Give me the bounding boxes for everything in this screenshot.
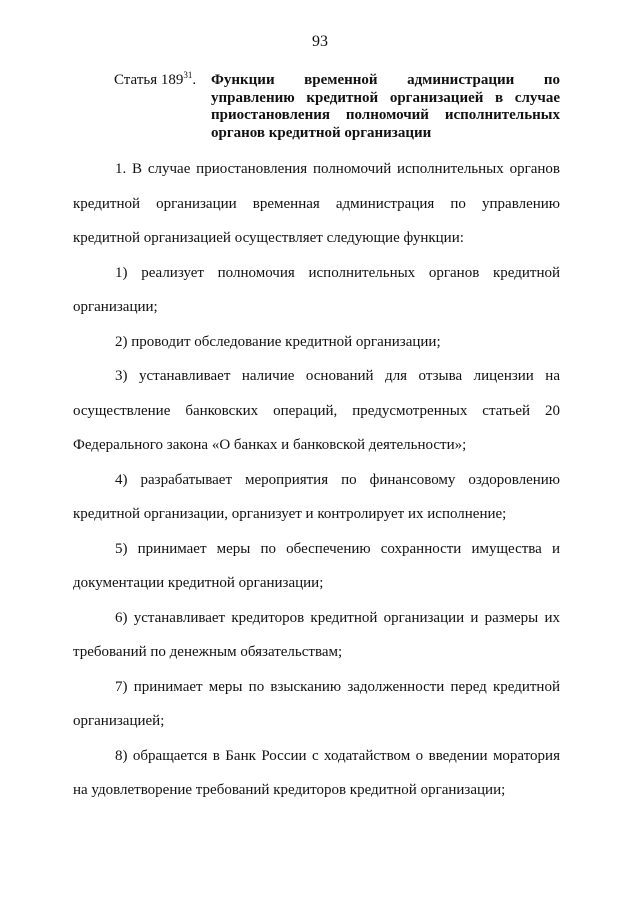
article-label-superscript: 31 xyxy=(183,70,193,80)
article-label-suffix: . xyxy=(192,72,197,88)
list-item-3: 3) устанавливает наличие оснований для отзыва лицензии на осуществление банковских операций, предусмотренных статьей 20 Федерального закона «О банках и банковской деятельности»; xyxy=(73,368,560,453)
article-heading xyxy=(114,72,560,142)
list-item-8: 8) обращается в Банк России с ходатайством о введении моратория на удовлетворение требований кредиторов кредитной организации; xyxy=(73,747,560,798)
list-item-1: 1) реализует полномочия исполнительных органов кредитной организации; xyxy=(73,264,560,315)
list-item-4: 4) разрабатывает мероприятия по финансовому оздоровлению кредитной организации, организует и контролирует их исполнение; xyxy=(73,471,560,522)
article-body xyxy=(73,152,560,808)
article-title: Функции временной администрации по управлению кредитной организацией в случае приостановления полномочий исполнительных органов кредитной организации xyxy=(211,72,560,141)
page-number: 93 xyxy=(312,33,328,50)
list-item-7: 7) принимает меры по взысканию задолженности перед кредитной организацией; xyxy=(73,678,560,729)
list-item-2: 2) проводит обследование кредитной организации; xyxy=(115,333,441,350)
article-label xyxy=(114,72,211,142)
list-item-5: 5) принимает меры по обеспечению сохранности имущества и документации кредитной организации; xyxy=(73,540,560,591)
list-item-6: 6) устанавливает кредиторов кредитной организации и размеры их требований по денежным обязательствам; xyxy=(73,609,560,660)
article-label-text: Статья 189 xyxy=(114,72,184,88)
paragraph-intro: 1. В случае приостановления полномочий исполнительных органов кредитной организации временная администрация по управлению кредитной организацией осуществляет следующие функции: xyxy=(73,161,560,246)
